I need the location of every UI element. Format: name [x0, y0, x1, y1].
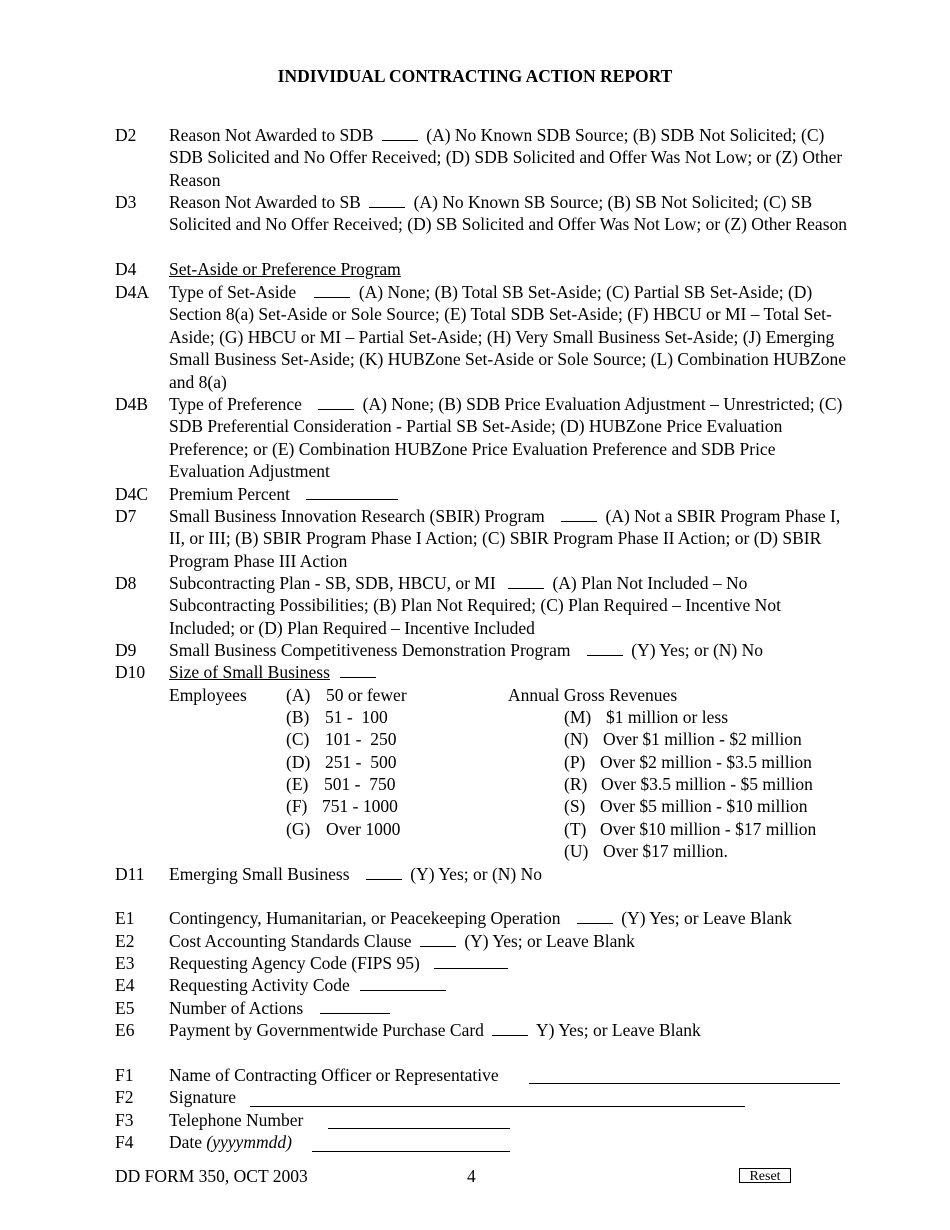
list-item: (D): [286, 752, 311, 772]
item-e2: [169, 930, 849, 952]
item-e3: [169, 952, 849, 974]
list-item: Over $2 million - $3.5 million: [600, 752, 812, 772]
item-label: Telephone Number: [169, 1110, 304, 1130]
d11-input[interactable]: [366, 864, 402, 880]
item-e5: [169, 997, 849, 1019]
item-options: (A) Plan Not Included – No Subcontracting Possibilities; (B) Plan Not Required; (C) Plan Required – Incentive Not Included; or (D) Plan Required – Incentive Included: [169, 573, 781, 638]
item-d8: [169, 572, 849, 639]
item-options: (Y) Yes; or (N) No: [631, 640, 763, 660]
list-item: Over $5 million - $10 million: [600, 796, 808, 816]
list-item: Over 1000: [326, 819, 401, 839]
section-heading: Set-Aside or Preference Program: [169, 259, 401, 279]
list-item: Over $3.5 million - $5 million: [601, 774, 813, 794]
item-d4b: [169, 393, 849, 483]
d2-input[interactable]: [382, 125, 418, 141]
d3-input[interactable]: [369, 192, 405, 208]
item-code: F3: [115, 1110, 134, 1130]
section-heading: Size of Small Business: [169, 662, 330, 682]
item-label: Signature: [169, 1087, 237, 1107]
f1-input[interactable]: [529, 1083, 840, 1084]
list-item: (A): [286, 685, 311, 705]
page-title: INDIVIDUAL CONTRACTING ACTION REPORT: [277, 66, 673, 86]
item-label: Cost Accounting Standards Clause: [169, 931, 412, 951]
page-number: 4: [467, 1166, 476, 1186]
item-e4: [169, 974, 849, 996]
item-d4: [169, 258, 849, 280]
item-code: E6: [115, 1020, 135, 1040]
list-item: (P): [564, 752, 586, 772]
item-options: Y) Yes; or Leave Blank: [536, 1020, 701, 1040]
list-item: (M): [564, 707, 592, 727]
item-label: Premium Percent: [169, 484, 291, 504]
list-item: Over $10 million - $17 million: [600, 819, 817, 839]
item-label: Emerging Small Business: [169, 864, 350, 884]
list-item: 51 - 100: [325, 707, 388, 727]
item-d4c: [169, 483, 849, 505]
item-code: E3: [115, 953, 135, 973]
list-item: 751 - 1000: [322, 796, 398, 816]
item-label: Requesting Agency Code (FIPS 95): [169, 953, 420, 973]
item-label: Contingency, Humanitarian, or Peacekeeping Operation: [169, 908, 561, 928]
item-label: Requesting Activity Code: [169, 975, 350, 995]
item-code: D11: [115, 864, 145, 884]
item-label: Payment by Governmentwide Purchase Card: [169, 1020, 484, 1040]
item-label: Name of Contracting Officer or Representative: [169, 1065, 499, 1085]
item-d3: [169, 191, 849, 236]
list-item: (R): [564, 774, 588, 794]
form-id: DD FORM 350, OCT 2003: [115, 1166, 308, 1186]
item-label: Type of Set-Aside: [169, 282, 297, 302]
item-code: D10: [115, 662, 146, 682]
item-options: (A) None; (B) Total SB Set-Aside; (C) Partial SB Set-Aside; (D) Section 8(a) Set-Aside or Sole Source; (E) Total SDB Set-Aside; (F) HBCU or MI – Total Set-Aside; (G) HBCU or MI – Partial Set-Aside; (H) Very Small Business Set-Aside; (J) Emerging Small Business Set-Aside; (K) HUBZone Set-Aside or Sole Source; (L) Combination HUBZone and 8(a): [169, 282, 847, 392]
list-item: (F): [286, 796, 308, 816]
e1-input[interactable]: [577, 908, 613, 924]
e6-input[interactable]: [492, 1020, 528, 1036]
item-options: (Y) Yes; or Leave Blank: [621, 908, 792, 928]
list-item: (N): [564, 729, 589, 749]
list-item: (B): [286, 707, 310, 727]
reset-button[interactable]: Reset: [739, 1168, 791, 1183]
item-d7: [169, 505, 849, 572]
item-code: D3: [115, 192, 137, 212]
item-code: D4A: [115, 282, 150, 302]
item-e6: [169, 1019, 849, 1041]
list-item: 251 - 500: [325, 752, 397, 772]
item-code: D4B: [115, 394, 149, 414]
item-e1: [169, 907, 849, 929]
item-code: D4: [115, 259, 137, 279]
list-item: (S): [564, 796, 586, 816]
e4-input[interactable]: [360, 975, 446, 991]
item-label: Small Business Competitiveness Demonstration Program: [169, 640, 571, 660]
item-label: Type of Preference: [169, 394, 302, 414]
item-options: (A) None; (B) SDB Price Evaluation Adjustment – Unrestricted; (C) SDB Preferential Consideration - Partial SB Set-Aside; (D) HUBZone Price Evaluation Preference; or (E) Combination HUBZone Price Evaluation Preference and SDB Price Evaluation Adjustment: [169, 394, 843, 482]
item-label: Small Business Innovation Research (SBIR) Program: [169, 506, 545, 526]
item-label: Number of Actions: [169, 998, 304, 1018]
list-item: (G): [286, 819, 311, 839]
list-item: 501 - 750: [324, 774, 396, 794]
item-code: F1: [115, 1065, 134, 1085]
item-code: E5: [115, 998, 135, 1018]
d10-input[interactable]: [340, 662, 376, 678]
list-item: Over $1 million - $2 million: [603, 729, 802, 749]
f4-input[interactable]: [312, 1151, 510, 1152]
d9-input[interactable]: [587, 640, 623, 656]
e2-input[interactable]: [420, 931, 456, 947]
item-code: F4: [115, 1132, 134, 1152]
d4c-input[interactable]: [306, 484, 398, 500]
item-options: (Y) Yes; or Leave Blank: [464, 931, 635, 951]
item-code: D4C: [115, 484, 149, 504]
item-label: Reason Not Awarded to SB: [169, 192, 361, 212]
date-format-hint: (yyyymmdd): [206, 1132, 292, 1152]
item-code: F2: [115, 1087, 134, 1107]
f2-input[interactable]: [250, 1106, 745, 1107]
d4b-input[interactable]: [318, 394, 354, 410]
list-item: (E): [286, 774, 309, 794]
item-label: Reason Not Awarded to SDB: [169, 125, 374, 145]
item-d10: [169, 661, 849, 683]
d7-input[interactable]: [561, 506, 597, 522]
list-item: $1 million or less: [606, 707, 729, 727]
list-item: (C): [286, 729, 310, 749]
list-item: Over $17 million.: [603, 841, 728, 861]
item-code: D2: [115, 125, 137, 145]
revenues-heading: Annual Gross Revenues: [508, 685, 678, 705]
item-options: (Y) Yes; or (N) No: [410, 864, 542, 884]
e5-input[interactable]: [320, 998, 390, 1014]
employees-heading: Employees: [169, 685, 247, 705]
d4a-input[interactable]: [314, 282, 350, 298]
list-item: (T): [564, 819, 587, 839]
item-options: (A) No Known SDB Source; (B) SDB Not Solicited; (C) SDB Solicited and No Offer Received; (D) SDB Solicited and Offer Was Not Low; or (Z) Other Reason: [169, 125, 843, 190]
item-code: E4: [115, 975, 135, 995]
item-code: D7: [115, 506, 137, 526]
item-label: Subcontracting Plan - SB, SDB, HBCU, or MI: [169, 573, 496, 593]
item-code: E1: [115, 908, 135, 928]
item-d4a: [169, 281, 849, 393]
item-label: Date: [169, 1132, 203, 1152]
item-d11: [169, 863, 849, 885]
item-code: E2: [115, 931, 135, 951]
item-code: D8: [115, 573, 137, 593]
item-d9: [169, 639, 849, 661]
list-item: (U): [564, 841, 589, 861]
item-options: (A) Not a SBIR Program Phase I, II, or III; (B) SBIR Program Phase I Action; (C) SBIR Program Phase II Action; or (D) SBIR Program Phase III Action: [169, 506, 841, 571]
f3-input[interactable]: [328, 1128, 510, 1129]
list-item: 101 - 250: [325, 729, 397, 749]
list-item: 50 or fewer: [326, 685, 407, 705]
e3-input[interactable]: [434, 953, 508, 969]
item-d2: [169, 124, 849, 191]
d8-input[interactable]: [508, 573, 544, 589]
item-options: (A) No Known SB Source; (B) SB Not Solicited; (C) SB Solicited and No Offer Received; (D) SB Solicited and Offer Was Not Low; or (Z) Other Reason: [169, 192, 848, 235]
item-code: D9: [115, 640, 137, 660]
